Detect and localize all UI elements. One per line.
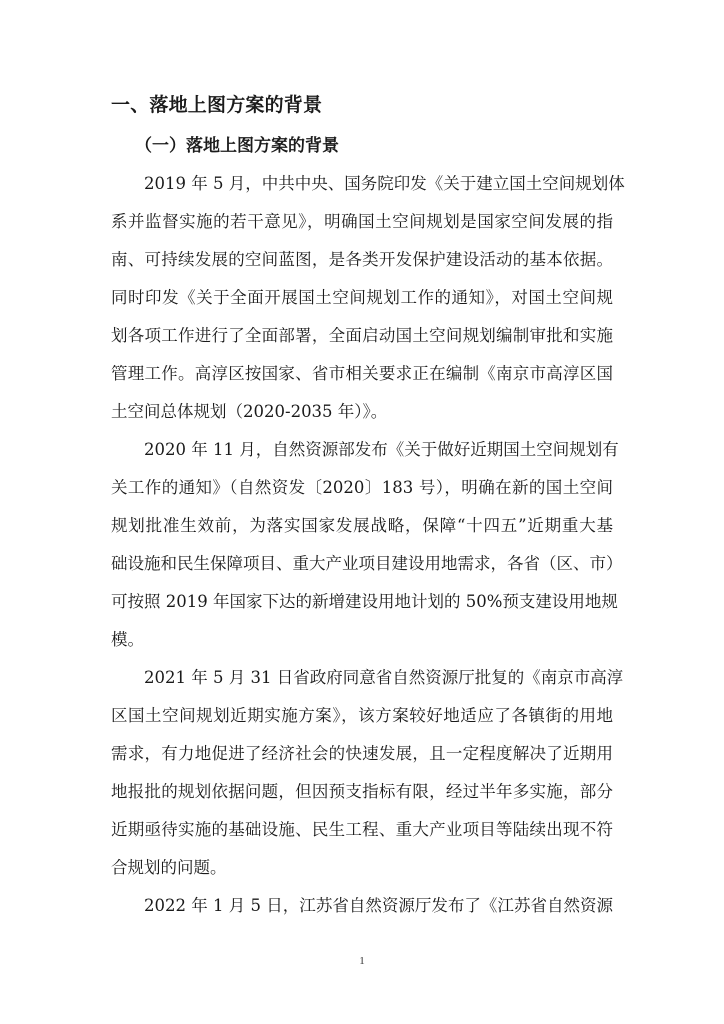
paragraph-line: 规划批准生效前，为落实国家发展战略，保障“十四五”近期重大基 — [111, 516, 613, 535]
paragraph-line: 合规划的问题。 — [111, 858, 227, 877]
page-number: 1 — [359, 955, 365, 967]
paragraph-line: 2019 年 5 月，中共中央、国务院印发《关于建立国土空间规划体 — [144, 174, 625, 193]
paragraph-line: 地报批的规划依据问题，但因预支指标有限，经过半年多实施，部分 — [111, 782, 613, 801]
paragraph-line: 系并监督实施的若干意见》，明确国土空间规划是国家空间发展的指 — [111, 212, 613, 231]
paragraph-line: 模。 — [111, 630, 144, 649]
paragraph-line: 可按照 2019 年国家下达的新增建设用地计划的 50%预支建设用地规 — [111, 592, 618, 611]
paragraph-line: 2020 年 11 月，自然资源部发布《关于做好近期国土空间规划有 — [144, 440, 619, 459]
paragraph-line: 关工作的通知》（自然资发〔2020〕183 号），明确在新的国土空间 — [111, 478, 613, 497]
paragraph-line: 划各项工作进行了全面部署，全面启动国土空间规划编制审批和实施 — [111, 326, 613, 345]
paragraph-line: 础设施和民生保障项目、重大产业项目建设用地需求，各省（区、市） — [111, 554, 623, 573]
section-heading: 一、落地上图方案的背景 — [111, 94, 323, 116]
paragraph-line: 近期亟待实施的基础设施、民生工程、重大产业项目等陆续出现不符 — [111, 820, 613, 839]
paragraph-line: 同时印发《关于全面开展国土空间规划工作的通知》，对国土空间规 — [111, 288, 613, 307]
paragraph-line: 土空间总体规划（2020-2035 年）》。 — [111, 402, 388, 421]
paragraph-line: 管理工作。高淳区按国家、省市相关要求正在编制《南京市高淳区国 — [111, 364, 613, 383]
paragraph-line: 南、可持续发展的空间蓝图，是各类开发保护建设活动的基本依据。 — [111, 250, 613, 269]
subsection-heading: （一）落地上图方案的背景 — [135, 136, 339, 156]
paragraph-line: 区国土空间规划近期实施方案》，该方案较好地适应了各镇街的用地 — [111, 706, 613, 725]
paragraph-line: 需求，有力地促进了经济社会的快速发展，且一定程度解决了近期用 — [111, 744, 613, 763]
paragraph-line: 2021 年 5 月 31 日省政府同意省自然资源厅批复的《南京市高淳 — [144, 668, 624, 687]
paragraph-line: 2022 年 1 月 5 日，江苏省自然资源厅发布了《江苏省自然资源 — [144, 896, 613, 915]
